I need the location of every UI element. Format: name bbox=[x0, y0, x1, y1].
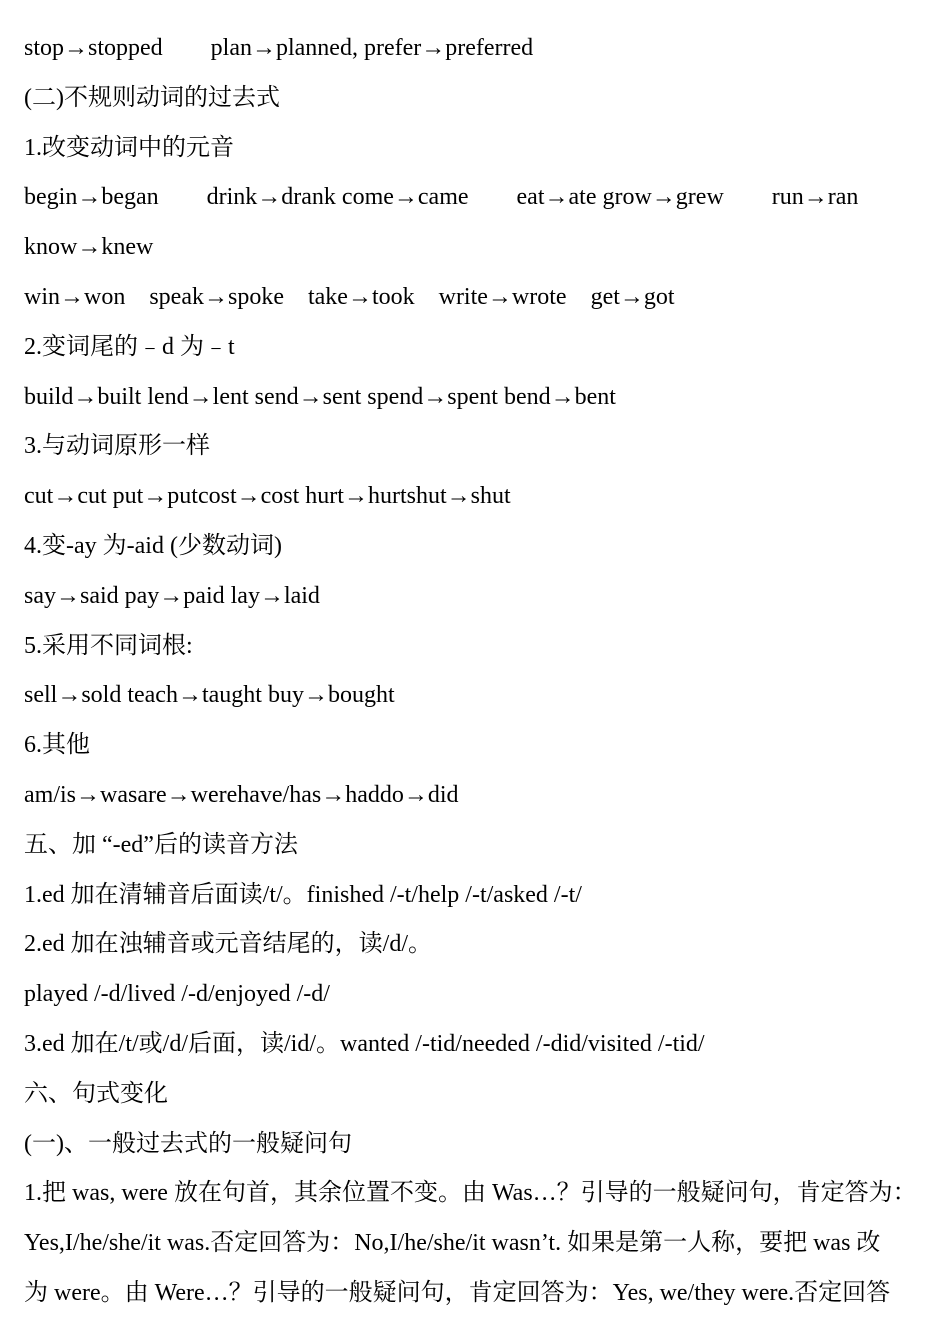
document-page bbox=[24, 24, 928, 1319]
text-line: begin→began drink→drank come→came eat→ate grow→grew run→ran bbox=[24, 184, 859, 211]
text-line: cut→cut put→putcost→cost hurt→hurtshut→shut bbox=[24, 483, 511, 510]
paragraph-line: 为 were。由 Were…？引导的一般疑问句，肯定回答为：Yes, we/they were.否定回答 bbox=[24, 1279, 891, 1306]
section-heading: 六、句式变化 bbox=[24, 1080, 168, 1107]
subsection-heading: 6.其他 bbox=[24, 732, 90, 759]
subsection-heading: 4.变-ay 为-aid (少数动词) bbox=[24, 532, 282, 559]
text-line: 2.ed 加在浊辅音或元音结尾的，读/d/。 bbox=[24, 931, 432, 958]
subsection-heading: 3.与动词原形一样 bbox=[24, 433, 210, 460]
text-line: sell→sold teach→taught buy→bought bbox=[24, 682, 395, 709]
text-line: say→said pay→paid lay→laid bbox=[24, 582, 320, 609]
subsection-heading: 2.变词尾的﹣d 为﹣t bbox=[24, 333, 235, 360]
text-line: build→built lend→lent send→sent spend→spent bend→bent bbox=[24, 383, 616, 410]
text-line: win→won speak→spoke take→took write→wrote get→got bbox=[24, 283, 675, 310]
text-line: played /-d/lived /-d/enjoyed /-d/ bbox=[24, 981, 330, 1008]
text-line: 3.ed 加在/t/或/d/后面，读/id/。wanted /-tid/needed /-did/visited /-tid/ bbox=[24, 1030, 705, 1057]
subsection-heading: (一)、一般过去式的一般疑问句 bbox=[24, 1130, 352, 1157]
text-line: know→knew bbox=[24, 234, 154, 261]
text-line: 1.ed 加在清辅音后面读/t/。finished /-t/help /-t/asked /-t/ bbox=[24, 881, 582, 908]
section-heading: 五、加 “-ed”后的读音方法 bbox=[24, 831, 298, 858]
text-line: stop→stopped plan→planned, prefer→preferred bbox=[24, 35, 534, 61]
paragraph-line: Yes,I/he/she/it was.否定回答为：No,I/he/she/it wasn’t. 如果是第一人称，要把 was 改 bbox=[24, 1230, 881, 1257]
subsection-heading: 1.改变动词中的元音 bbox=[24, 134, 234, 161]
section-heading: (二)不规则动词的过去式 bbox=[24, 84, 280, 111]
text-line: am/is→wasare→werehave/has→haddo→did bbox=[24, 781, 459, 808]
subsection-heading: 5.采用不同词根: bbox=[24, 632, 193, 659]
paragraph-line: 1.把 was, were 放在句首，其余位置不变。由 Was…？引导的一般疑问句，肯定答为： bbox=[24, 1180, 917, 1207]
